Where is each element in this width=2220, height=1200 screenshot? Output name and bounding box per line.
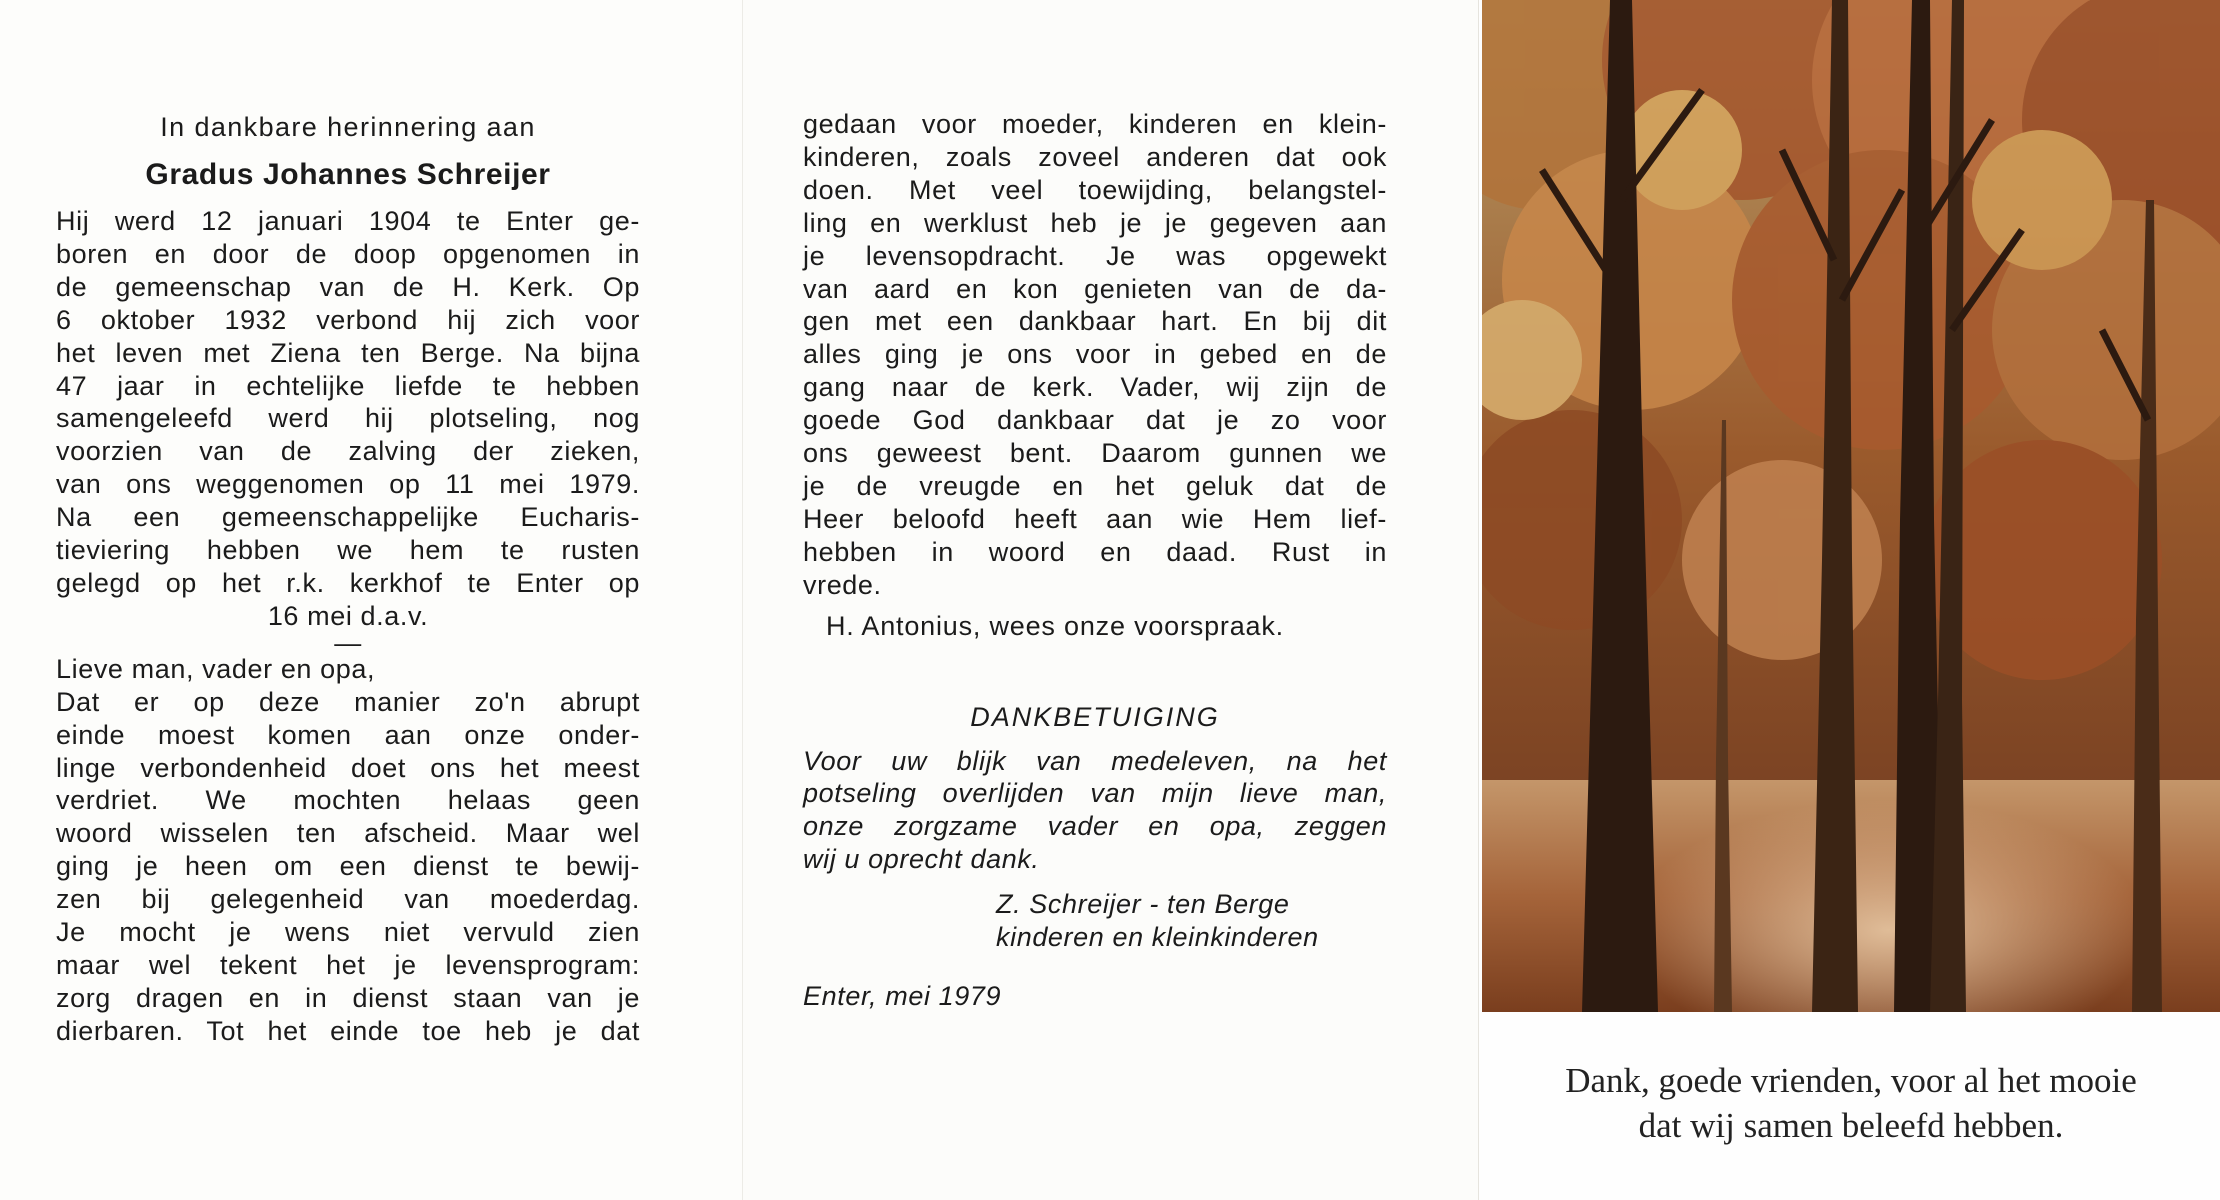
bio-line: de gemeenschap van de H. Kerk. Op xyxy=(56,271,640,302)
bio-line: gelegd op het r.k. kerkhof te Enter op xyxy=(56,567,640,598)
bio-line: boren en door de doop opgenomen in xyxy=(56,238,640,269)
address-line: woord wisselen ten afscheid. Maar wel xyxy=(56,818,640,849)
bio-line-last: 16 mei d.a.v. xyxy=(267,600,429,631)
text-line: gen met een dankbaar hart. En bij dit xyxy=(803,306,1387,337)
signature-name: Z. Schreijer - ten Berge xyxy=(996,889,1290,920)
photo-caption xyxy=(1482,1058,2220,1148)
address-line: Je mocht je wens niet vervuld zien xyxy=(56,917,640,948)
address-line: zen bij gelegenheid van moederdag. xyxy=(56,884,640,915)
text-line: je levensopdracht. Je was opgewekt xyxy=(803,240,1387,271)
text-line: ling en werklust heb je je gegeven aan xyxy=(803,207,1387,238)
left-text-column xyxy=(56,111,640,1048)
thanks-line: Voor uw blijk van medeleven, na het xyxy=(803,745,1387,776)
left-page xyxy=(0,0,742,1200)
bio-line: Na een gemeenschappelijke Eucharis- xyxy=(56,502,640,533)
address-line: verdriet. We mochten helaas geen xyxy=(56,785,640,816)
signature xyxy=(803,888,1387,954)
bio-line: tieviering hebben we hem te rusten xyxy=(56,535,640,566)
address-line: linge verbondenheid doet ons het meest xyxy=(56,752,640,783)
caption-line: dat wij samen beleefd hebben. xyxy=(1638,1106,2064,1145)
intro-line: In dankbare herinnering aan xyxy=(160,112,536,142)
address-line: Dat er op deze manier zo'n abrupt xyxy=(56,686,640,717)
text-line: alles ging je ons voor in gebed en de xyxy=(803,339,1387,370)
middle-text-column xyxy=(803,108,1387,1013)
text-line: doen. Met veel toewijding, belangstel- xyxy=(803,174,1387,205)
deceased-name: Gradus Johannes Schreijer xyxy=(145,158,551,191)
autumn-forest-photo xyxy=(1482,0,2220,1012)
bio-line: samengeleefd werd hij plotseling, nog xyxy=(56,403,640,434)
address-line: einde moest komen aan onze onder- xyxy=(56,719,640,750)
text-line: hebben in woord en daad. Rust in xyxy=(803,536,1387,567)
bio-line: 47 jaar in echtelijke liefde te hebben xyxy=(56,370,640,401)
text-line-last: vrede. xyxy=(803,569,882,600)
address-line: dierbaren. Tot het einde toe heb je dat xyxy=(56,1015,640,1046)
thanks-title: DANKBETUIGING xyxy=(970,701,1220,732)
thanks-line: potseling overlijden van mijn lieve man, xyxy=(803,778,1387,809)
thanks-text xyxy=(803,745,1387,877)
text-line: gedaan voor moeder, kinderen en klein- xyxy=(803,109,1387,139)
signature-family: kinderen en kleinkinderen xyxy=(996,922,1319,953)
bio-line: voorzien van de zalving der zieken, xyxy=(56,436,640,467)
address-line: Lieve man, vader en opa, xyxy=(56,653,376,684)
text-line: kinderen, zoals zoveel anderen dat ook xyxy=(803,141,1387,172)
text-line: van aard en kon genieten van de da- xyxy=(803,273,1387,304)
text-line: goede God dankbaar dat je zo voor xyxy=(803,405,1387,436)
bio-line: Hij werd 12 januari 1904 te Enter ge- xyxy=(56,206,640,236)
caption-line: Dank, goede vrienden, voor al het mooie xyxy=(1565,1061,2137,1100)
bio-line: het leven met Ziena ten Berge. Na bijna xyxy=(56,337,640,368)
thanks-line-last: wij u oprecht dank. xyxy=(803,844,1040,875)
text-line: Heer beloofd heeft aan wie Hem lief- xyxy=(803,503,1387,534)
address-line: maar wel tekent het je levensprogram: xyxy=(56,949,640,980)
thanks-line: onze zorgzame vader en opa, zeggen xyxy=(803,811,1387,842)
bio-line: 6 oktober 1932 verbond hij zich voor xyxy=(56,304,640,335)
text-line: je de vreugde en het geluk dat de xyxy=(803,470,1387,501)
separator-dash: — xyxy=(334,627,362,658)
address-line: zorg dragen en in dienst staan van je xyxy=(56,982,640,1013)
place-date: Enter, mei 1979 xyxy=(803,980,1002,1011)
text-line: ons geweest bent. Daarom gunnen we xyxy=(803,438,1387,469)
continued-address xyxy=(803,108,1387,602)
bio-line: van ons weggenomen op 11 mei 1979. xyxy=(56,469,640,500)
personal-address xyxy=(56,653,640,1048)
prayer-line: H. Antonius, wees onze voorspraak. xyxy=(826,610,1284,641)
text-line: gang naar de kerk. Vader, wij zijn de xyxy=(803,372,1387,403)
biography xyxy=(56,205,640,633)
address-line: ging je heen om een dienst te bewij- xyxy=(56,851,640,882)
